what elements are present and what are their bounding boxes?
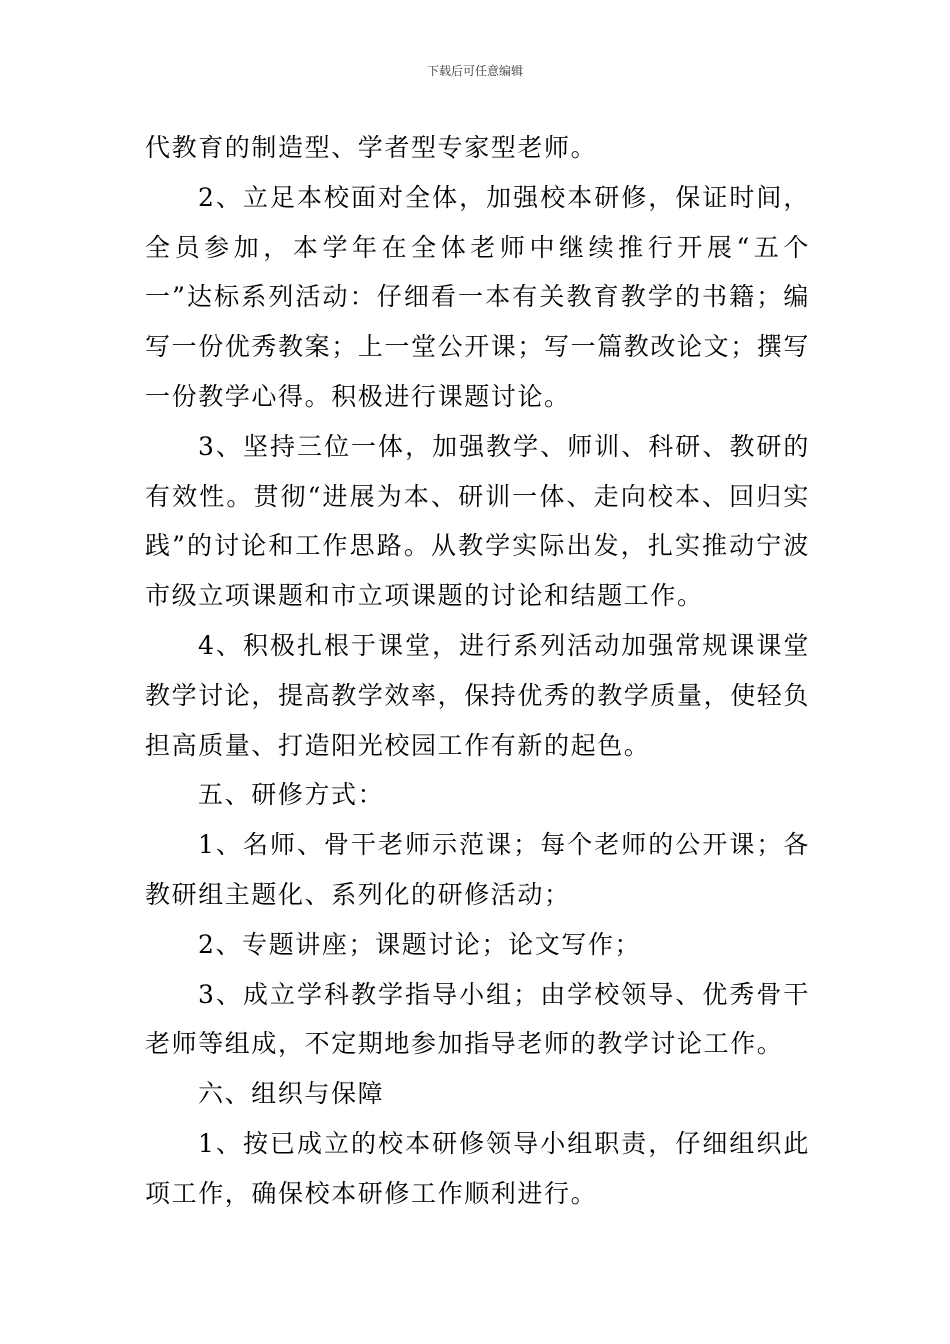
paragraph-item-2: 2、立足本校面对全体，加强校本研修，保证时间，全员参加，本学年在全体老师中继续推行开展“五个一”达标系列活动：仔细看一本有关教育教学的书籍；编写一份优秀教案；上一堂公开课；写一篇教改论文；撰写一份教学心得。积极进行课题讨论。 (145, 182, 811, 411)
section-heading-organization: 六、组织与保障 (198, 1079, 385, 1109)
method-item-2: 2、专题讲座；课题讨论；论文写作； (198, 929, 642, 959)
section-heading-methods: 五、研修方式： (198, 780, 385, 810)
paragraph-item-4: 4、积极扎根于课堂，进行系列活动加强常规课课堂教学讨论，提高教学效率，保持优秀的教学质量，使轻负担高质量、打造阳光校园工作有新的起色。 (145, 630, 811, 760)
method-item-3: 3、成立学科教学指导小组；由学校领导、优秀骨干老师等组成，不定期地参加指导老师的教学讨论工作。 (145, 979, 810, 1059)
page-header: 下载后可任意编辑 (426, 64, 523, 78)
method-item-1: 1、名师、骨干老师示范课；每个老师的公开课；各教研组主题化、系列化的研修活动； (145, 830, 810, 909)
paragraph-item-3: 3、坚持三位一体，加强教学、师训、科研、教研的有效性。贯彻“进展为本、研训一体、走向校本、回归实践”的讨论和工作思路。从教学实际出发，扎实推动宁波市级立项课题和市立项课题的讨论和结题工作。 (145, 431, 810, 611)
document-body (145, 123, 810, 1219)
paragraph-continuation: 代教育的制造型、学者型专家型老师。 (145, 133, 598, 162)
organization-item-1: 1、按已成立的校本研修领导小组职责，仔细组织此项工作，确保校本研修工作顺利进行。 (145, 1128, 810, 1208)
